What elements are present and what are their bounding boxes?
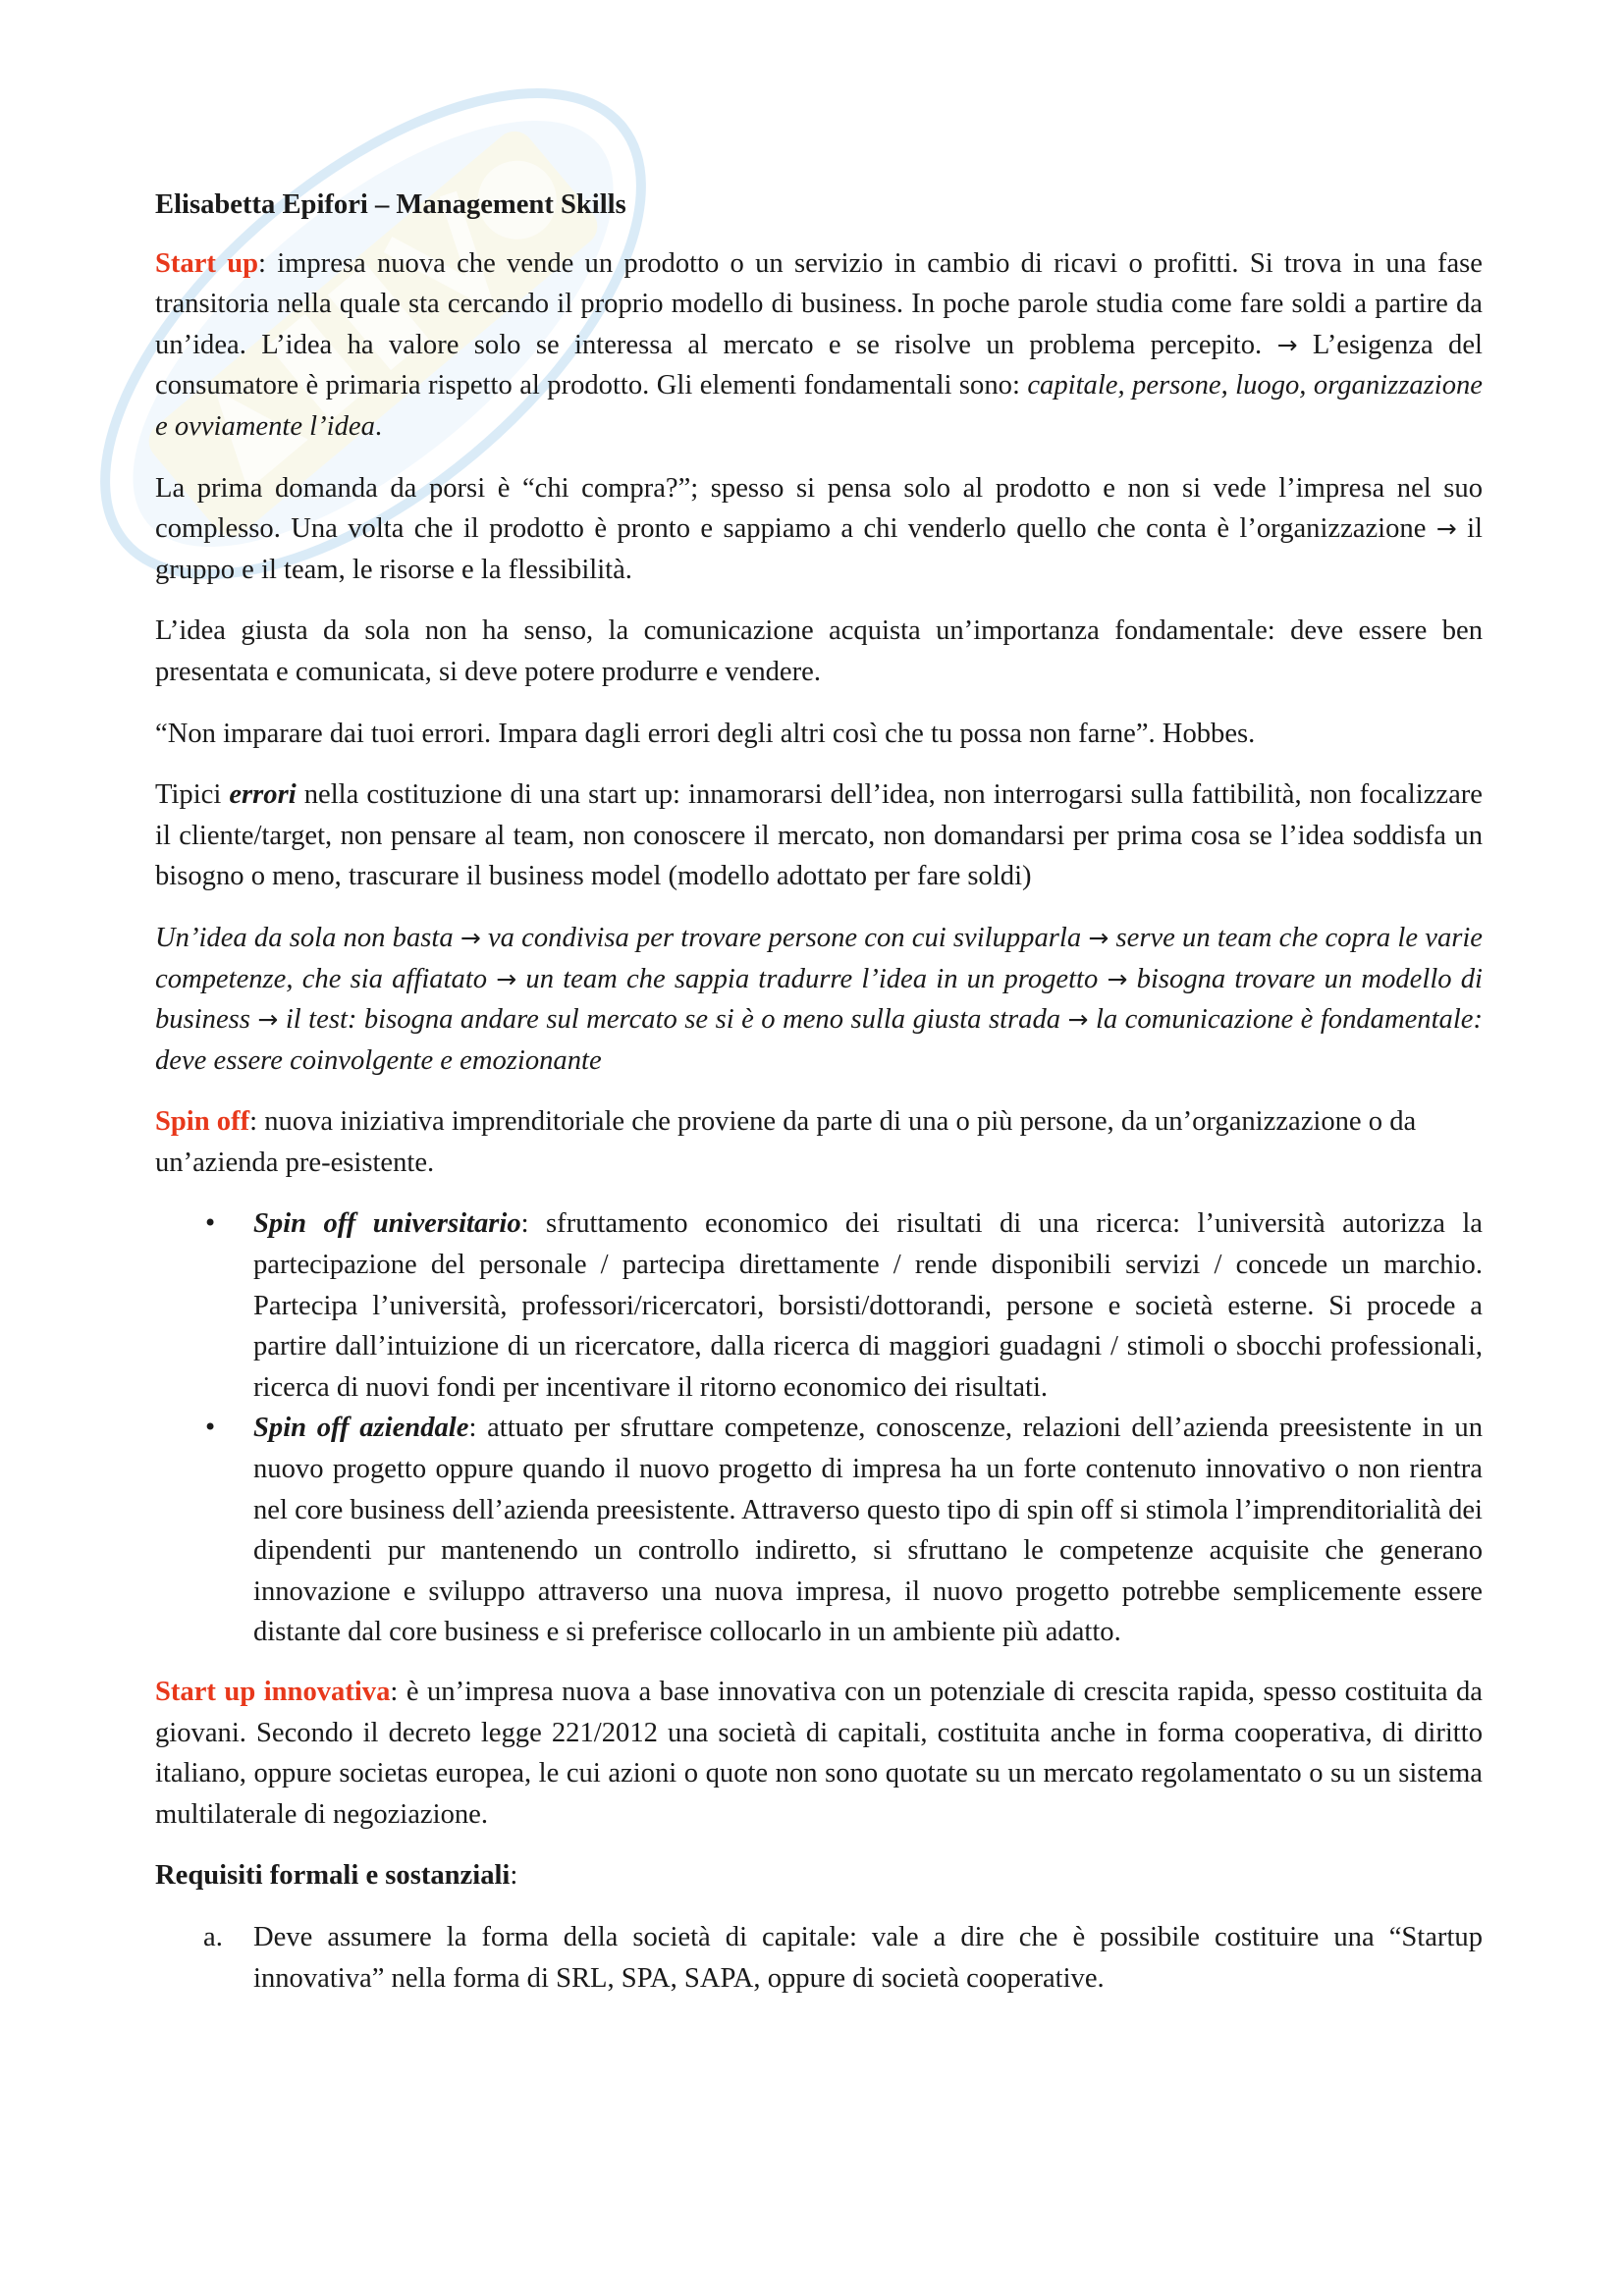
term-start-up-innovativa: Start up innovativa bbox=[155, 1677, 391, 1707]
arrow-icon: → bbox=[1067, 1005, 1089, 1035]
paragraph-start-up: Start up: impresa nuova che vende un prodotto o un servizio in cambio di ricavi o profitti. Si trova in una fase transitoria nella quale sta cercando il proprio modello di business. In poche parole studia come fare soldi a partire da un’idea. L’idea ha valore solo se interessa al mercato e se risolve un problema percepito. → L’esigenza del consumatore è primaria rispetto al prodotto. Gli elementi fondamentali sono: capitale, persone, luogo, organizzazione e ovviamente l’idea. bbox=[155, 247, 1484, 442]
arrow-icon: → bbox=[460, 923, 481, 952]
list-item: • Spin off aziendale: attuato per sfruttare competenze, conoscenze, relazioni dell’azienda preesistente in un nuovo progetto oppure quando il nuovo progetto di impresa ha un forte contenuto innovativo o non rientra nel core business dell’azienda preesistente. Attraverso questo tipo di spin off si stimola l’imprenditorialità dei dipendenti pur mantenendo un controllo indiretto, si sfruttano le competenze acquisite che generano innovazione e sviluppo attraverso una nuova impresa, il nuovo progetto potrebbe semplicemente essere distante dal core business e si preferisce collocarlo in un ambiente più adatto. bbox=[155, 1408, 1483, 1653]
paragraph-start-up-innovativa: Start up innovativa: è un’impresa nuova a base innovativa con un potenziale di crescita rapida, spesso costituita da giovani. Secondo il decreto legge 221/2012 una società di capitali, costituita anche in forma cooperativa, di diritto italiano, oppure societas europea, le cui azioni o quote non sono quotate su un mercato regolamentato o su un sistema multilaterale di negoziazione. bbox=[155, 1677, 1483, 1830]
document-title: Elisabetta Epifori – Management Skills bbox=[155, 189, 626, 220]
list-marker: a. bbox=[203, 1921, 223, 1952]
paragraph-errori: Tipici errori nella costituzione di una start up: innamorarsi dell’idea, non interrogarsi sulla fattibilità, non focalizzare il cliente/target, non pensare al team, non conoscere il mercato, non domandarsi per prima cosa se l’idea soddisfa un bisogno o meno, trascurare il business model (modello adottato per fare soldi) bbox=[155, 779, 1483, 892]
paragraph-quote-hobbes: “Non imparare dai tuoi errori. Impara dagli errori degli altri così che tu possa non farne”. Hobbes. bbox=[155, 718, 1256, 749]
list-item: • Spin off universitario: sfruttamento economico dei risultati di una ricerca: l’università autorizza la partecipazione del personale / partecipa direttamente / rende disponibili servizi / concede un marchio. Partecipa l’università, professori/ricercatori, borsisti/dottorandi, persone e società esterne. Si procede a partire dall’intuizione di un ricercatore, dalla ricerca di maggiori guadagni / stimoli o sbocchi professionali, ricerca di nuovi fondi per incentivare il ritorno economico dei risultati. bbox=[155, 1203, 1483, 1408]
paragraph-prima-domanda: La prima domanda da porsi è “chi compra?”; spesso si pensa solo al prodotto e non si vede l’impresa nel suo complesso. Una volta che il prodotto è pronto e sappiamo a chi venderlo quello che conta è l’organizzazione → il gruppo e il team, le risorse e la flessibilità. bbox=[155, 472, 1483, 585]
term-spin-off: Spin off bbox=[155, 1106, 250, 1138]
paragraph-spin-off: Spin off: nuova iniziativa imprenditoriale che proviene da parte di una o più persone, da un’organizzazione o da un’azienda pre-esistente. bbox=[155, 1106, 1417, 1178]
arrow-icon: → bbox=[1435, 514, 1457, 544]
term-start-up: Start up bbox=[155, 247, 258, 279]
spin-off-bullet-list bbox=[155, 1203, 1483, 1653]
arrow-icon: → bbox=[1088, 923, 1109, 952]
list-item: a. Deve assumere la forma della società di capitale: vale a dire che è possibile costituire una “Startup innovativa” nella forma di SRL, SPA, SAPA, oppure di società cooperative. bbox=[155, 1917, 1483, 1999]
heading-requisiti: Requisiti formali e sostanziali: bbox=[155, 1860, 518, 1892]
arrow-icon: → bbox=[257, 1005, 279, 1035]
paragraph-idea-giusta: L’idea giusta da sola non ha senso, la comunicazione acquista un’importanza fondamentale: deve essere ben presentata e comunicata, si deve potere produrre e vendere. bbox=[155, 615, 1483, 687]
term-errori: errori bbox=[229, 779, 297, 811]
paragraph-idea-chain: Un’idea da sola non basta → va condivisa per trovare persone con cui svilupparla → serve un team che copra le varie competenze, che sia affiatato → un team che sappia tradurre l’idea in un progetto → bisogna trovare un modello di business → il test: bisogna andare sul mercato se si è o meno sulla giusta strada → la comunicazione è fondamentale: deve essere coinvolgente e emozionante bbox=[155, 922, 1484, 1076]
arrow-icon: → bbox=[1276, 330, 1298, 359]
document-page bbox=[155, 185, 1483, 1999]
arrow-icon: → bbox=[496, 964, 517, 993]
requisiti-list bbox=[155, 1917, 1483, 1999]
arrow-icon: → bbox=[1107, 964, 1128, 993]
